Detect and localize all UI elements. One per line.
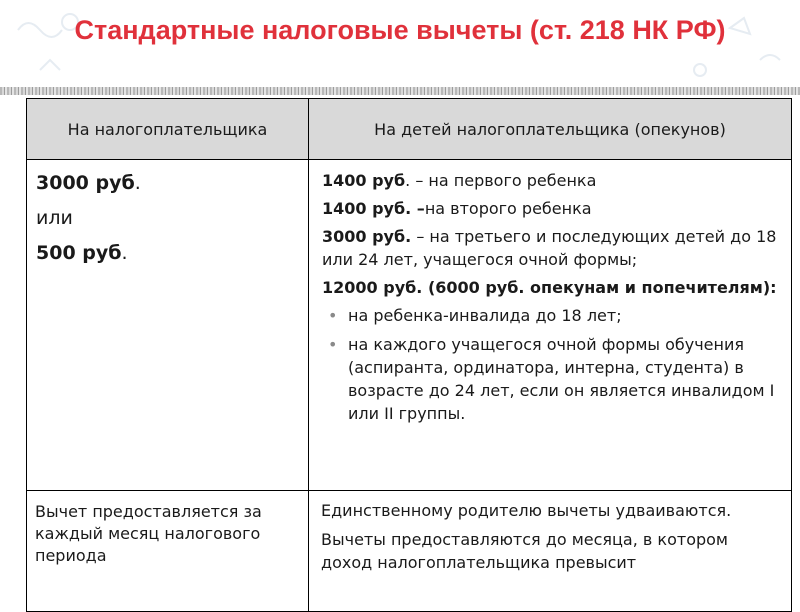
- amount-500-suffix: .: [121, 242, 128, 264]
- child-deduction-3-text: – на третьего и последующих детей до 18 или 24 лет, учащегося очной формы;: [322, 227, 777, 269]
- list-item: • на каждого учащегося очной формы обучения (аспиранта, ординатора, интерна, студента) в возрасте до 24 лет, если он является инвалидом I или II группы.: [348, 333, 780, 425]
- child-deduction-1: [322, 169, 780, 192]
- child-deduction-2: [322, 197, 780, 220]
- child-deduction-2-text: на второго ребенка: [424, 199, 592, 218]
- child-deduction-2-amount: 1400 руб. –: [322, 199, 425, 218]
- slide-title: Стандартные налоговые вычеты (ст. 218 НК РФ): [74, 15, 726, 45]
- child-deduction-4: [322, 276, 780, 299]
- table-row: [27, 491, 792, 612]
- income-limit-note: Вычеты предоставляются до месяца, в котором доход налогоплательщика превысит: [321, 530, 728, 572]
- deductions-table: [26, 98, 792, 612]
- amount-line-2: [36, 241, 299, 265]
- child-deduction-3-amount: 3000 руб.: [322, 227, 412, 246]
- header-taxpayer: На налогоплательщика: [27, 99, 309, 160]
- children-amounts-cell: [309, 160, 792, 491]
- list-item: • на ребенка-инвалида до 18 лет;: [348, 304, 780, 327]
- table-header-row: [27, 99, 792, 160]
- amount-3000-suffix: .: [134, 172, 141, 194]
- amount-line-1: [36, 171, 299, 195]
- child-deduction-3: [322, 225, 780, 271]
- taxpayer-amounts-cell: [27, 160, 309, 491]
- doubling-notes-cell: [309, 491, 792, 612]
- conjunction-or: или: [36, 207, 73, 229]
- amount-500: 500 руб: [36, 242, 122, 264]
- monthly-deduction-note: Вычет предоставляется за каждый месяц налогового периода: [27, 491, 309, 612]
- table-row: [27, 160, 792, 491]
- child-deduction-1-amount: 1400 руб: [322, 171, 406, 190]
- amount-3000: 3000 руб: [36, 172, 135, 194]
- header-children: На детей налогоплательщика (опекунов): [309, 99, 792, 160]
- single-parent-note: Единственному родителю вычеты удваиваются.: [321, 501, 732, 520]
- ruler-divider: [0, 87, 800, 95]
- child-deduction-1-text: . – на первого ребенка: [405, 171, 597, 190]
- child-deduction-4-amount: 12000 руб. (6000 руб. опекунам и попечителям):: [322, 278, 777, 297]
- disabled-child-list: [322, 304, 780, 425]
